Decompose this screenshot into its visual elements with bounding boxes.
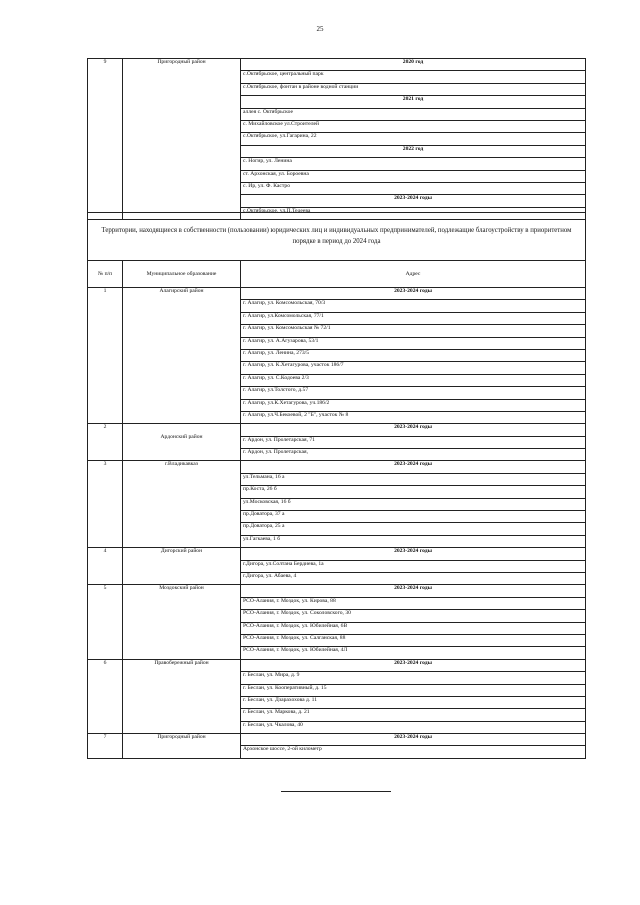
end-rule bbox=[281, 791, 391, 792]
address-cell: г. Алагир, ул.Ч.Бекоевой, 2 "Б", участок № 8 bbox=[241, 411, 586, 423]
address-cell: РСО-Алания, г. Моздок, ул. Юбилейная, 4Л bbox=[241, 647, 586, 659]
address-cell: с. Ногир, ул. Ленина bbox=[241, 158, 586, 170]
address-cell: г. Беслан, ул. Кооперативный, д. 15 bbox=[241, 684, 586, 696]
address-cell: с.Октябрьское, фонтан в районе водной станции bbox=[241, 83, 586, 95]
address-cell: г. Алагир, ул. Комсомольская, 70/3 bbox=[241, 300, 586, 312]
address-cell: г. Беслан, ул. Мира, д. 9 bbox=[241, 672, 586, 684]
row-number: 4 bbox=[88, 548, 123, 585]
address-cell: пр.Доватора, 37 а bbox=[241, 511, 586, 523]
period-label: 2023-2024 годы bbox=[241, 461, 586, 473]
period-label: 2023-2024 годы bbox=[241, 424, 586, 436]
district-name: Дигорский район bbox=[123, 548, 241, 585]
period-label: 2023-2024 годы bbox=[241, 734, 586, 746]
address-cell: РСО-Алания, г. Моздок, ул. Салганская, 88 bbox=[241, 634, 586, 646]
address-cell: г. Алагир, ул. Ленина, 273/5 bbox=[241, 349, 586, 361]
period-label: 2020 год bbox=[241, 59, 586, 71]
address-cell: РСО-Алания, г. Моздок, ул. Соколовского, 30 bbox=[241, 610, 586, 622]
page-number: 25 bbox=[316, 25, 324, 33]
address-cell: аллея с. Октябрьское bbox=[241, 108, 586, 120]
address-cell: пр.Доватора, 25 а bbox=[241, 523, 586, 535]
header-address: Адрес bbox=[241, 261, 586, 288]
year-row bbox=[88, 548, 586, 560]
year-row bbox=[88, 288, 586, 300]
header-district: Муниципальное образование bbox=[123, 261, 241, 288]
district-name: Пригородный район bbox=[123, 734, 241, 759]
top-continuation-table bbox=[87, 58, 586, 220]
address-cell: г. Алагир, ул. К.Хетагурова, участок 186/7 bbox=[241, 362, 586, 374]
address-cell: г. Беслан, ул. Дзарахохова д. 11 bbox=[241, 696, 586, 708]
row-number: 5 bbox=[88, 585, 123, 659]
row-number: 2 bbox=[88, 424, 123, 461]
period-label: 2021 год bbox=[241, 96, 586, 108]
address-cell: РСО-Алания, г. Моздок, ул. Кирова, 88 bbox=[241, 597, 586, 609]
year-row bbox=[88, 734, 586, 746]
address-cell: ул.Московская, 16 б bbox=[241, 498, 586, 510]
period-label: 2023-2024 годы bbox=[241, 288, 586, 300]
address-cell: Архонское шоссе, 2-ой километр bbox=[241, 746, 586, 758]
address-cell: с.Октябрьское, центральный парк bbox=[241, 71, 586, 83]
table-title-row bbox=[88, 213, 586, 261]
address-cell: г.Дигора, ул.Солтана Бердиева, 1а bbox=[241, 560, 586, 572]
district-name: Моздокский район bbox=[123, 585, 241, 659]
year-row bbox=[88, 461, 586, 473]
address-cell: г. Беслан, ул. Маркова, д. 21 bbox=[241, 709, 586, 721]
address-cell: с. Михайловское ул.Строителей bbox=[241, 120, 586, 132]
row-number: 9 bbox=[88, 59, 123, 220]
address-cell: с. Ир, ул. Ф. Кастро bbox=[241, 182, 586, 194]
row-number: 7 bbox=[88, 734, 123, 759]
period-label: 2022 год bbox=[241, 145, 586, 157]
period-label: 2023-2024 годы bbox=[241, 585, 586, 597]
address-cell: г. Алагир, ул. Комсомольская № 72/1 bbox=[241, 325, 586, 337]
year-row bbox=[88, 659, 586, 671]
address-cell: ст. Архонская, ул. Бороевна bbox=[241, 170, 586, 182]
address-cell: г.Дигора, ул. Абаева, 4 bbox=[241, 572, 586, 584]
district-name: г.Владикавказ bbox=[123, 461, 241, 548]
year-row bbox=[88, 585, 586, 597]
address-cell: пр.Коста, 26 б bbox=[241, 486, 586, 498]
row-number: 1 bbox=[88, 288, 123, 424]
year-row bbox=[88, 59, 586, 71]
district-name: Правобережный район bbox=[123, 659, 241, 733]
row-number: 3 bbox=[88, 461, 123, 548]
table-header-row bbox=[88, 261, 586, 288]
period-label: 2023-2024 годы bbox=[241, 548, 586, 560]
header-number: № п/п bbox=[88, 261, 123, 288]
address-cell: г. Ардон, ул. Пролетарская, bbox=[241, 449, 586, 461]
district-name: Алагирский район bbox=[123, 288, 241, 424]
territories-table bbox=[87, 212, 586, 759]
district-name: Ардонский район bbox=[123, 424, 241, 461]
address-cell: г. Алагир, ул. С.Кодоева 2/3 bbox=[241, 374, 586, 386]
address-cell: г. Беслан, ул. Чкалова, 40 bbox=[241, 721, 586, 733]
district-name: Пригородный район bbox=[123, 59, 241, 220]
period-label: 2023-2024 годы bbox=[241, 195, 586, 207]
address-cell: ул.Тельмана, 16 а bbox=[241, 473, 586, 485]
address-cell: с.Октябрьское, ул.Гагарина, 22 bbox=[241, 133, 586, 145]
table-title: Территории, находящиеся в собственности (пользовании) юридических лиц и индивидуальных предпринимателей, подлежащие благоустройству в приоритетном порядке в период до 2024 года bbox=[88, 213, 586, 261]
address-cell: г. Алагир, ул. А.Агузарова, 53/1 bbox=[241, 337, 586, 349]
address-cell: г. Алагир, ул.Комсомольская, 77/1 bbox=[241, 312, 586, 324]
address-cell: г. Алагир, ул.Толстого, д.57 bbox=[241, 387, 586, 399]
year-row bbox=[88, 424, 586, 436]
period-label: 2023-2024 годы bbox=[241, 659, 586, 671]
address-cell: г. Алагир, ул.К.Хетагурова, уч.186/2 bbox=[241, 399, 586, 411]
address-cell: ул.Гагкаева, 1 б bbox=[241, 535, 586, 547]
row-number: 6 bbox=[88, 659, 123, 733]
address-cell: с.Октябрьское, ул.П.Тедеева bbox=[241, 207, 586, 219]
address-cell: РСО-Алания, г. Моздок, ул. Юбилейная, 6В bbox=[241, 622, 586, 634]
address-cell: г. Ардон, ул. Пролетарская, 71 bbox=[241, 436, 586, 448]
